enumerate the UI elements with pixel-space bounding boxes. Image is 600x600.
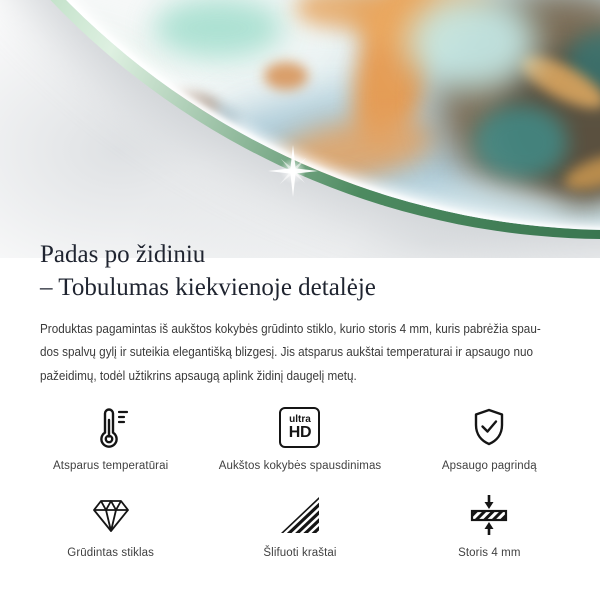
feature-polished-edges: [205, 493, 394, 560]
thickness-icon: [467, 493, 511, 537]
feature-label: Aukštos kokybės spausdinimas: [218, 459, 382, 472]
sparkle-icon: [264, 142, 322, 200]
features-grid: [16, 406, 584, 560]
feature-label: Apsaugo pagrindą: [441, 459, 537, 472]
ultra-hd-badge-bottom: HD: [288, 423, 312, 441]
shield-check-icon: [467, 406, 511, 450]
feature-tempered-glass: [16, 493, 205, 560]
description-line: Produktas pagamintas iš aukštos kokybės grūdinto stiklo, kurio storis 4 mm, kuris pabrėžia spau-: [40, 321, 541, 336]
feature-label: Storis 4 mm: [458, 546, 521, 559]
thermometer-icon: [89, 406, 133, 450]
title-line-1: Padas po židiniu: [40, 241, 206, 268]
feature-label: Šlifuoti kraštai: [263, 546, 337, 559]
feature-label: Atsparus temperatūrai: [53, 459, 169, 472]
feature-thickness: [395, 493, 584, 560]
ultra-hd-badge-top: ultra: [289, 413, 311, 425]
title-line-2: – Tobulumas kiekvienoje detalėje: [40, 274, 376, 301]
product-image: [0, 0, 600, 258]
feature-heat-resistant: [16, 406, 205, 473]
polished-edges-icon: [278, 493, 322, 537]
description-line: pažeidimų, todėl užtikrins apsaugą aplink židinį daugelį metų.: [40, 367, 357, 383]
feature-print-quality: [205, 406, 394, 473]
feature-protects-base: [395, 406, 584, 473]
feature-label: Grūdintas stiklas: [67, 546, 155, 559]
ultra-hd-icon: [279, 407, 320, 448]
diamond-icon: [89, 493, 133, 537]
product-description: [40, 317, 585, 387]
description-line: dos spalvų gylį ir suteikia elegantišką blizgesį. Jis atsparus aukštai temperaturai ir apsaugo nuo: [40, 344, 533, 360]
product-details: [0, 236, 600, 560]
page-title: [40, 238, 560, 304]
